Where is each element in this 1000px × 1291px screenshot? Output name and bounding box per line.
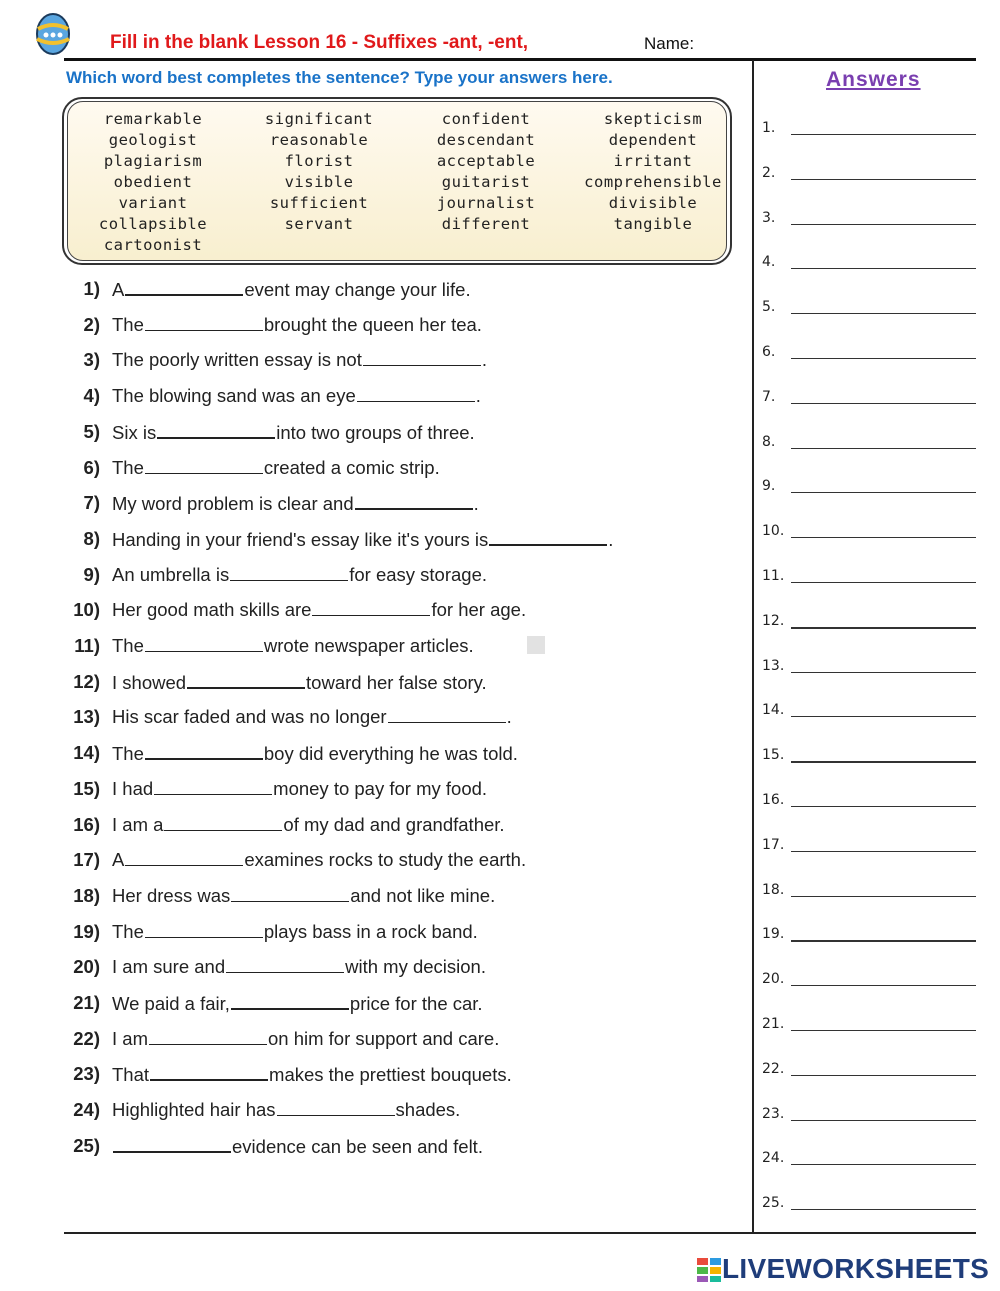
question-text-after: event may change your life. <box>244 279 471 300</box>
answer-number: 9. <box>762 478 776 495</box>
answer-input-line[interactable] <box>791 1120 976 1121</box>
question-text-before: Highlighted hair has <box>112 1099 276 1121</box>
word-bank-item: descendant <box>436 131 536 149</box>
word-bank-item: sufficient <box>269 194 369 212</box>
question-text <box>112 778 487 800</box>
word-bank-item: collapsible <box>98 215 208 233</box>
question-number: 23) <box>73 1063 100 1085</box>
answer-number: 21. <box>762 1016 785 1032</box>
question-number: 5) <box>83 420 100 442</box>
answer-number: 3. <box>762 209 776 226</box>
question-text <box>112 635 474 657</box>
question-text-after: toward her false story. <box>306 671 487 693</box>
header-rule <box>64 58 976 61</box>
answer-number: 13. <box>762 657 785 674</box>
grey-square <box>527 636 545 654</box>
question-text-after: examines rocks to study the earth. <box>244 849 527 871</box>
word-bank-item: irritant <box>613 152 693 170</box>
answer-blank <box>231 885 349 902</box>
answer-blank <box>226 956 344 973</box>
answer-input-line[interactable] <box>791 224 976 225</box>
question-number: 8) <box>83 527 100 549</box>
answers-heading: Answers <box>826 68 921 91</box>
answer-input-line[interactable] <box>791 582 976 583</box>
word-bank-item: skepticism <box>603 110 703 128</box>
answer-input-line[interactable] <box>791 537 976 538</box>
question-text <box>112 278 471 301</box>
word-bank-item: divisible <box>608 194 698 212</box>
answer-number: 10. <box>762 523 785 540</box>
question-number: 24) <box>73 1099 100 1121</box>
word-bank <box>67 101 727 261</box>
question-text-before: A <box>112 849 125 871</box>
question-number: 20) <box>73 956 100 978</box>
answer-blank <box>145 635 263 652</box>
question-text-before: Handing in your friend's essay like it's yours is <box>112 528 489 550</box>
word-bank-item: remarkable <box>103 110 203 128</box>
question-number: 9) <box>83 563 100 585</box>
question-text <box>112 457 440 479</box>
answer-blank <box>150 1063 268 1081</box>
question-number: 18) <box>73 884 100 906</box>
answer-input-line[interactable] <box>791 716 976 717</box>
answer-input-line[interactable] <box>791 448 976 449</box>
answer-input-line[interactable] <box>791 1030 976 1031</box>
answer-input-line[interactable] <box>791 1075 976 1076</box>
question-number: 4) <box>83 385 100 407</box>
question-text <box>112 956 486 978</box>
word-bank-item: confident <box>441 110 531 128</box>
question-text <box>112 349 487 371</box>
question-text <box>112 528 613 551</box>
question-text <box>112 1028 499 1050</box>
question-text <box>112 564 487 586</box>
word-bank-item: guitarist <box>441 173 531 191</box>
word-bank-item: visible <box>284 173 354 191</box>
question-text <box>112 492 479 515</box>
question-text-after: . <box>473 493 479 515</box>
column-divider <box>752 60 754 1234</box>
answer-number: 1. <box>762 120 776 136</box>
answer-input-line[interactable] <box>791 1209 976 1210</box>
question-text <box>112 599 526 621</box>
question-text-before: Her good math skills are <box>112 599 312 621</box>
name-label: Name: <box>644 34 695 53</box>
word-bank-item: servant <box>284 215 354 233</box>
question-number: 21) <box>73 992 100 1013</box>
question-text-after: plays bass in a rock band. <box>263 920 478 942</box>
word-bank-item: dependent <box>608 131 698 149</box>
answer-number: 11. <box>762 568 785 584</box>
answer-blank <box>277 1099 395 1116</box>
question-text-after: . <box>475 385 481 407</box>
question-text-before: The <box>112 456 144 478</box>
question-text-before: The <box>112 313 144 335</box>
logo-text: LIVEWORKSHEETS <box>722 1253 990 1284</box>
question-text-before: His scar faded and was no longer <box>112 706 387 728</box>
answer-input-line[interactable] <box>791 358 976 359</box>
answer-blank <box>113 1135 231 1153</box>
page-title: Fill in the blank Lesson 16 - Suffixes -ant, -ent, <box>110 32 529 53</box>
question-text-after: with my decision. <box>345 956 486 978</box>
question-number: 6) <box>83 456 100 478</box>
question-text-before: I am <box>112 1027 148 1049</box>
answer-input-line[interactable] <box>791 403 976 404</box>
question-text-before: Six is <box>112 421 157 443</box>
word-bank-item: tangible <box>613 215 693 233</box>
answer-blank <box>357 385 475 402</box>
question-text <box>112 849 526 871</box>
answer-blank <box>355 492 473 510</box>
answer-number: 7. <box>762 388 776 405</box>
word-bank-item: variant <box>118 194 188 212</box>
question-text <box>112 385 481 407</box>
answer-input-line[interactable] <box>791 672 976 673</box>
answer-input-line[interactable] <box>791 896 976 897</box>
word-bank-item: acceptable <box>436 152 536 170</box>
answer-number: 23. <box>762 1105 785 1122</box>
question-text-after: . <box>481 349 487 371</box>
question-text <box>112 671 487 694</box>
question-text-before: I showed <box>112 671 187 693</box>
answer-number: 6. <box>762 344 776 360</box>
answer-input-line[interactable] <box>791 134 976 135</box>
answer-number: 25. <box>762 1195 785 1212</box>
question-text-after: wrote newspaper articles. <box>263 635 474 656</box>
answer-blank <box>230 564 348 581</box>
word-bank-item: different <box>441 215 531 233</box>
question-text-after: . <box>608 528 614 550</box>
answer-number: 17. <box>762 836 785 853</box>
question-text <box>112 706 512 728</box>
answer-input-line[interactable] <box>791 1164 976 1165</box>
answer-blank <box>149 1028 267 1045</box>
question-number: 17) <box>73 849 100 871</box>
question-text-before: The <box>112 635 144 656</box>
question-text <box>112 992 483 1015</box>
question-text-after: created a comic strip. <box>263 456 440 478</box>
logo-blocks-icon <box>697 1258 721 1282</box>
answer-number: 5. <box>762 299 776 316</box>
question-number: 11) <box>74 635 100 656</box>
question-text-after: for easy storage. <box>349 563 488 585</box>
word-bank-item: reasonable <box>269 131 369 149</box>
question-text-before: An umbrella is <box>112 563 230 585</box>
question-text-before: The <box>112 920 144 942</box>
question-number: 16) <box>73 813 100 835</box>
question-number: 12) <box>73 670 100 692</box>
question-text <box>112 1099 460 1121</box>
question-number: 2) <box>83 313 100 335</box>
answer-number: 20. <box>762 971 785 988</box>
question-text-before: I had <box>112 777 154 799</box>
word-bank-item: plagiarism <box>103 152 203 170</box>
question-text-before: My word problem is clear and <box>112 493 354 515</box>
answer-input-line[interactable] <box>791 806 976 807</box>
answer-blank <box>187 671 305 689</box>
question-number: 15) <box>73 777 100 799</box>
answer-blank <box>145 457 263 474</box>
answer-number: 16. <box>762 792 785 808</box>
answer-number: 22. <box>762 1060 785 1077</box>
word-bank-item: significant <box>264 110 374 128</box>
answer-input-line[interactable] <box>791 492 976 493</box>
answer-blank <box>125 278 243 296</box>
answer-blank <box>145 921 263 938</box>
answer-blank <box>312 599 430 616</box>
question-text-before: We paid a fair, <box>112 993 230 1014</box>
question-text-before: The poorly written essay is not <box>112 349 362 371</box>
question-text <box>112 814 505 836</box>
question-text-after: on him for support and care. <box>267 1027 500 1049</box>
answer-number: 18. <box>762 881 785 898</box>
question-text-before: Her dress was <box>112 884 231 906</box>
answer-number: 4. <box>762 254 776 271</box>
word-bank-item: geologist <box>108 131 198 149</box>
answer-blank <box>489 528 607 546</box>
question-text <box>112 314 482 336</box>
word-bank-item: journalist <box>436 194 536 212</box>
answer-number: 12. <box>762 612 785 629</box>
answer-blank <box>154 778 272 795</box>
question-text-after: boy did everything he was told. <box>263 743 518 765</box>
question-text-after: shades. <box>395 1099 461 1121</box>
question-number: 19) <box>73 920 100 942</box>
question-text-after: money to pay for my food. <box>273 777 488 799</box>
word-bank-item: comprehensible <box>584 173 722 191</box>
answer-input-line[interactable] <box>791 313 976 314</box>
question-number: 22) <box>73 1027 100 1049</box>
question-text-after: for her age. <box>431 599 527 621</box>
word-bank-item: florist <box>284 152 354 170</box>
answer-number: 8. <box>762 433 776 450</box>
word-bank-item: obedient <box>113 173 193 191</box>
question-text-before: That <box>112 1064 150 1086</box>
answer-number: 19. <box>762 926 785 943</box>
question-text <box>112 742 518 765</box>
question-text-before: I am a <box>112 813 164 835</box>
question-text-after: and not like mine. <box>350 884 496 906</box>
question-text-after: evidence can be seen and felt. <box>232 1135 483 1157</box>
answer-blank <box>145 742 263 760</box>
answer-blank <box>363 349 481 366</box>
question-text-after: price for the car. <box>349 993 483 1014</box>
question-number: 10) <box>73 599 100 621</box>
question-number: 3) <box>83 349 100 371</box>
question-text <box>112 1063 512 1086</box>
answer-input-line[interactable] <box>791 268 976 269</box>
easter-egg-icon <box>33 9 73 57</box>
answer-blank <box>157 421 275 439</box>
question-text <box>112 421 475 444</box>
answer-blank <box>164 814 282 831</box>
question-text <box>112 1135 483 1158</box>
answer-blank <box>145 314 263 331</box>
question-text <box>112 885 495 907</box>
question-number: 25) <box>73 1134 100 1156</box>
question-text-after: into two groups of three. <box>276 421 475 443</box>
footer-rule <box>64 1232 976 1234</box>
answer-number: 15. <box>762 747 785 764</box>
question-number: 7) <box>83 492 100 514</box>
question-number: 13) <box>73 706 100 728</box>
question-text-after: of my dad and grandfather. <box>283 813 505 835</box>
question-text-before: A <box>112 279 125 300</box>
word-bank-item: cartoonist <box>103 236 203 254</box>
answer-input-line[interactable] <box>791 179 976 180</box>
answer-input-line[interactable] <box>791 761 976 763</box>
answer-blank <box>231 992 349 1010</box>
answer-input-line[interactable] <box>791 940 976 942</box>
answer-blank <box>388 706 506 723</box>
question-number: 1) <box>83 278 100 299</box>
answer-input-line[interactable] <box>791 985 976 986</box>
question-number: 14) <box>73 742 100 764</box>
question-text-after: . <box>506 706 512 728</box>
answer-number: 14. <box>762 702 785 719</box>
question-text-before: The <box>112 743 144 765</box>
answer-input-line[interactable] <box>791 851 976 852</box>
answer-blank <box>125 849 243 866</box>
answer-input-line[interactable] <box>791 627 976 629</box>
answer-number: 24. <box>762 1150 785 1167</box>
answer-number: 2. <box>762 164 776 181</box>
question-text-before: I am sure and <box>112 956 226 978</box>
question-text-after: makes the prettiest bouquets. <box>269 1064 512 1086</box>
question-text-after: brought the queen her tea. <box>263 313 482 335</box>
question-text-before: The blowing sand was an eye <box>112 385 356 407</box>
instructions: Which word best completes the sentence? Type your answers here. <box>66 68 613 87</box>
question-text <box>112 921 478 943</box>
